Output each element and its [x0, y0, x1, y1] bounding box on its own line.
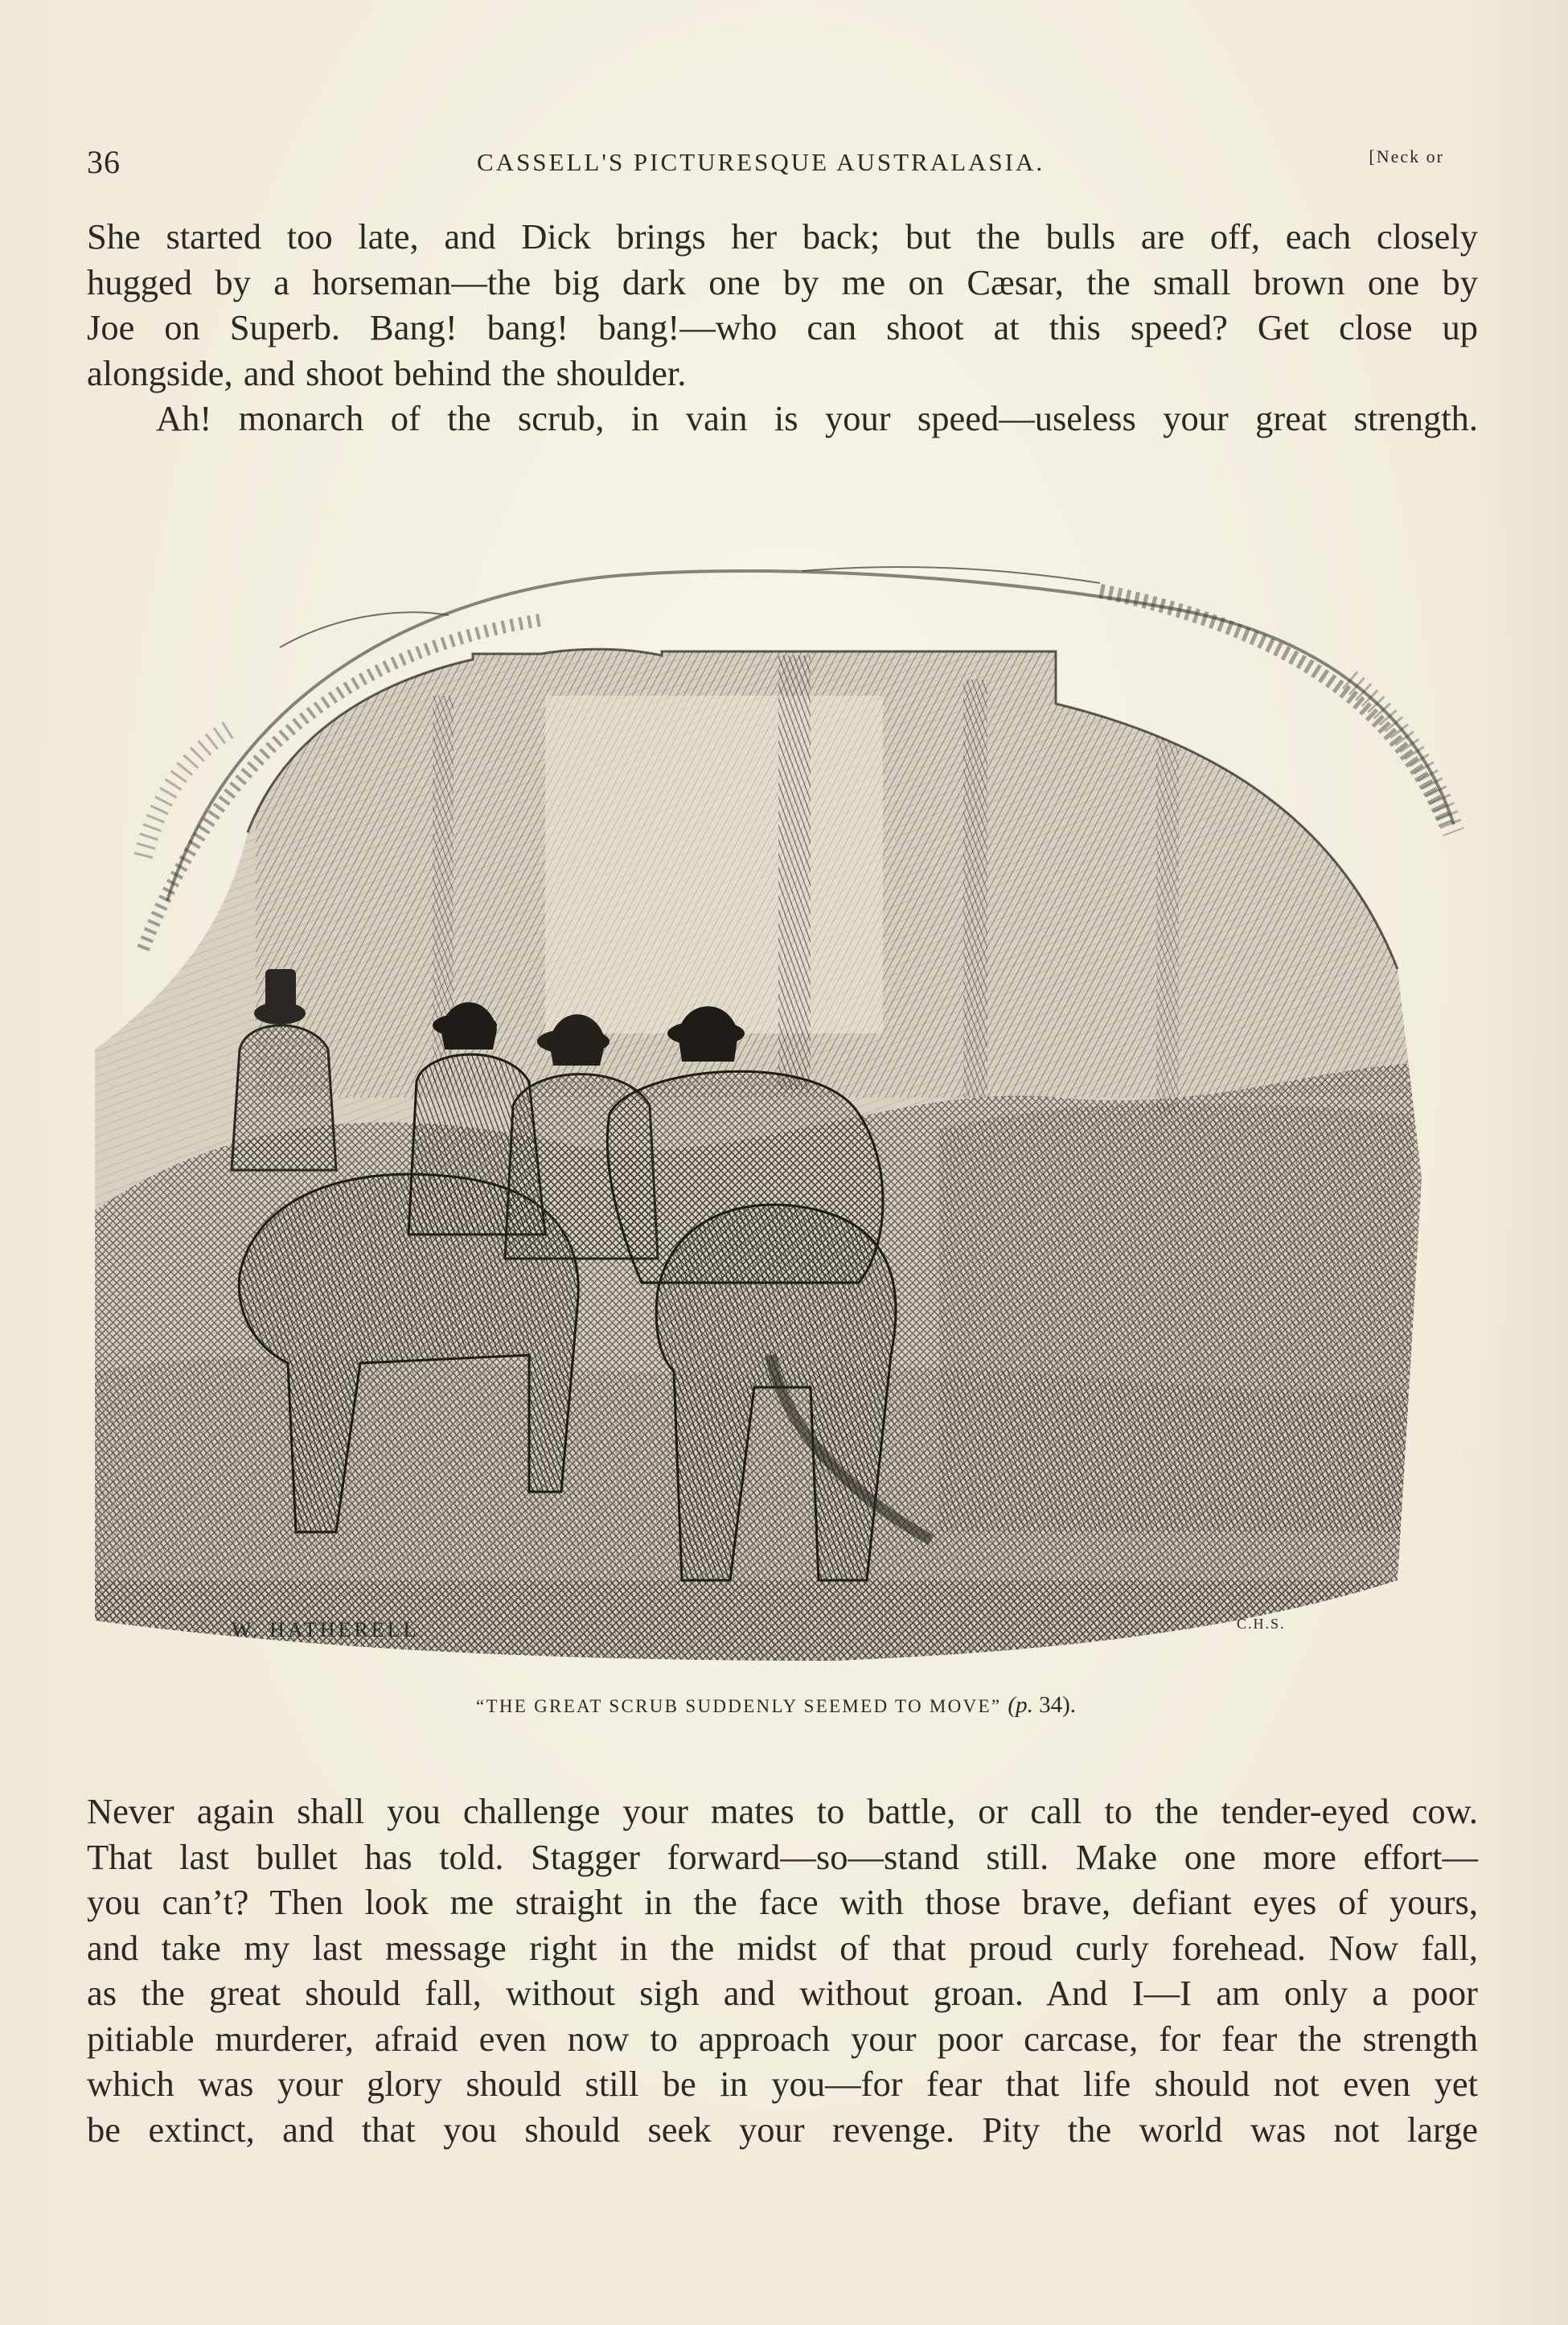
- section-mark: [Neck or: [1369, 146, 1444, 166]
- engraving-illustration: [95, 487, 1474, 1681]
- bottom-text-line-4: and take my last message right in the midst of that proud curly forehead. Now fall,: [87, 1927, 1478, 1968]
- bottom-text-line-8: be extinct, and that you should seek your revenge. Pity the world was not large: [87, 2109, 1478, 2150]
- top-text-line-1: She started too late, and Dick brings her back; but the bulls are off, each closely: [87, 216, 1478, 257]
- caption-ref-number: 34).: [1039, 1692, 1077, 1718]
- horsemen-in-scrub-engraving: [95, 487, 1474, 1681]
- bottom-text-line-2: That last bullet has told. Stagger forward—so—stand still. Make one more effort—: [87, 1836, 1478, 1877]
- bottom-text-line-5: as the great should fall, without sigh and without groan. And I—I am only a poor: [87, 1973, 1478, 2013]
- top-text-line-4: alongside, and shoot behind the shoulder.: [87, 352, 687, 393]
- caption-ref-prefix: (p.: [1008, 1692, 1033, 1718]
- bottom-paragraph: [87, 1789, 1478, 2152]
- caption-main: “THE GREAT SCRUB SUDDENLY SEEMED TO MOVE”: [475, 1696, 1002, 1716]
- top-text-line-2: hugged by a horseman—the big dark one by me on Cæsar, the small brown one by: [87, 261, 1478, 302]
- bottom-text-line-3: you can’t? Then look me straight in the face with those brave, defiant eyes of yours,: [87, 1882, 1478, 1922]
- engraver-mark: C.H.S.: [1237, 1616, 1286, 1632]
- page-number: 36: [87, 144, 121, 180]
- top-paragraphs: [87, 214, 1478, 442]
- page-header: [87, 143, 1444, 180]
- top-text-line-3: Joe on Superb. Bang! bang! bang!—who can shoot at this speed? Get close up: [87, 307, 1478, 347]
- top-text-line-5: Ah! monarch of the scrub, in vain is your speed—useless your great strength.: [156, 398, 1478, 438]
- bottom-text-line-6: pitiable murderer, afraid even now to approach your poor carcase, for fear the strength: [87, 2018, 1478, 2059]
- artist-signature: W. HATHERELL: [232, 1618, 420, 1641]
- illustration-caption: [402, 1692, 1150, 1719]
- caption-page-ref: [1008, 1692, 1076, 1718]
- bottom-text-line-7: which was your glory should still be in you—for fear that life should not even yet: [87, 2064, 1478, 2104]
- running-title: CASSELL'S PICTURESQUE AUSTRALASIA.: [477, 148, 1045, 176]
- bottom-text-line-1: Never again shall you challenge your mates to battle, or call to the tender-eyed cow.: [87, 1791, 1478, 1831]
